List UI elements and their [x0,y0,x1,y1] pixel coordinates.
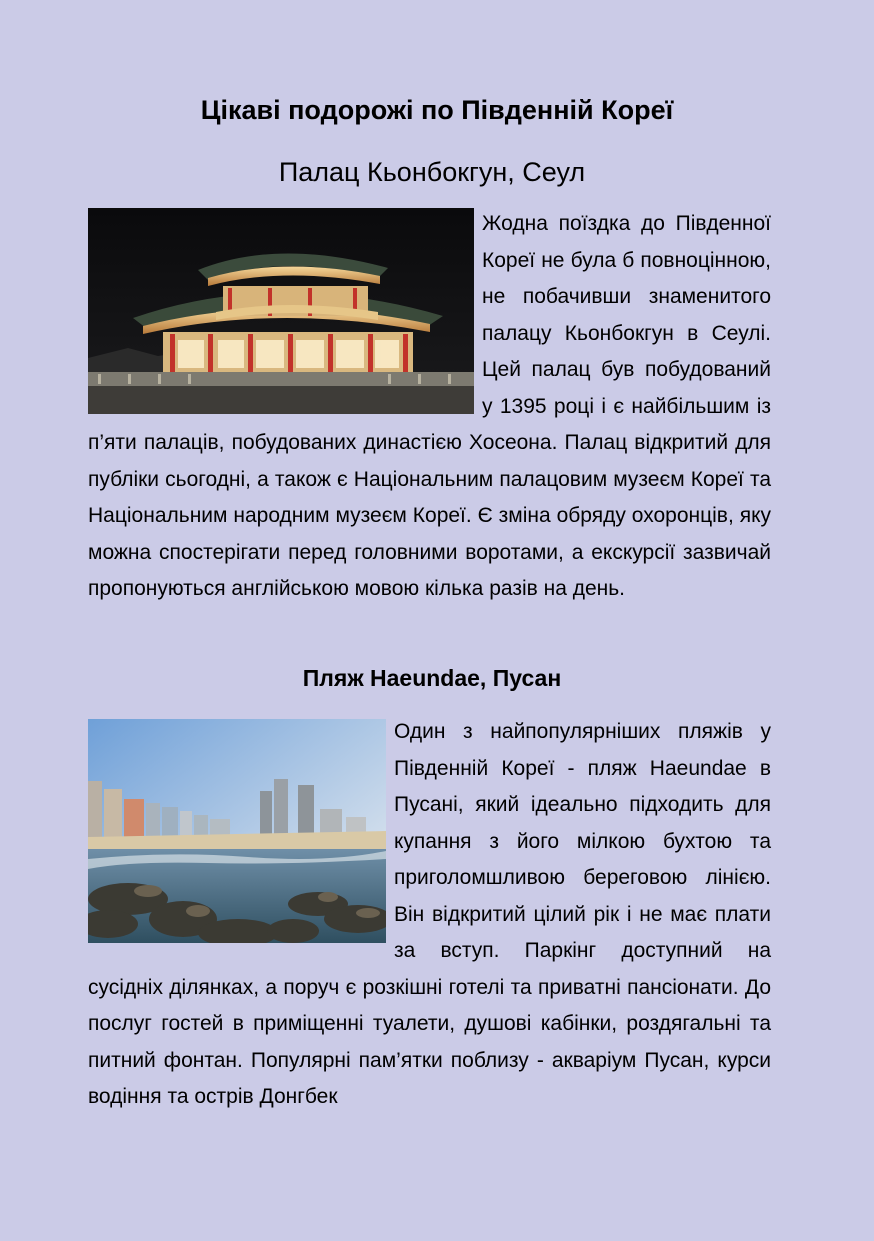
section-text-beach: Один з найпопулярніших пляжів у Південній Кореї - пляж Haeundae в Пусані, який ідеально підходить для купання з його мілкою бухтою та приголомшливою береговою лінією. Він відкритий цілий рік і не має плати за вступ. Паркінг доступний на сусідніх ділянках, а поруч є розкішні готелі та приватні пансіонати. До послуг гостей в приміщенні туалети, душові кабінки, роздягальні та питний фонтан. Популярні пам’ятки поблизу - акваріум Пусан, курси водіння та острів Донгбек [88,720,771,1108]
section-beach [88,714,771,1116]
section-heading-beach: Пляж Haeundae, Пусан [302,665,562,691]
section-text-palace: Жодна поїздка до Південної Кореї не була б повноцінною, не побачивши знаменитого палацу Кьонбокгун в Сеулі. Цей палац був побудований у 1395 році і є найбільшим із п’яти палаців, побудованих династією Хосеона. Палац відкритий для публіки сьогодні, а також є Національним палацовим музеєм Кореї та Національним народним музеєм Кореї. Є зміна обряду охоронців, яку можна спостерігати перед головними воротами, а екскурсії зазвичай пропонуються англійською мовою кілька разів на день. [88,212,771,600]
section-palace [88,206,771,608]
section-heading-palace: Палац Кьонбокгун, Сеул [278,157,586,187]
page-title: Цікаві подорожі по Південній Кореї [200,95,674,125]
beach-image [88,719,386,943]
palace-image [88,208,474,414]
